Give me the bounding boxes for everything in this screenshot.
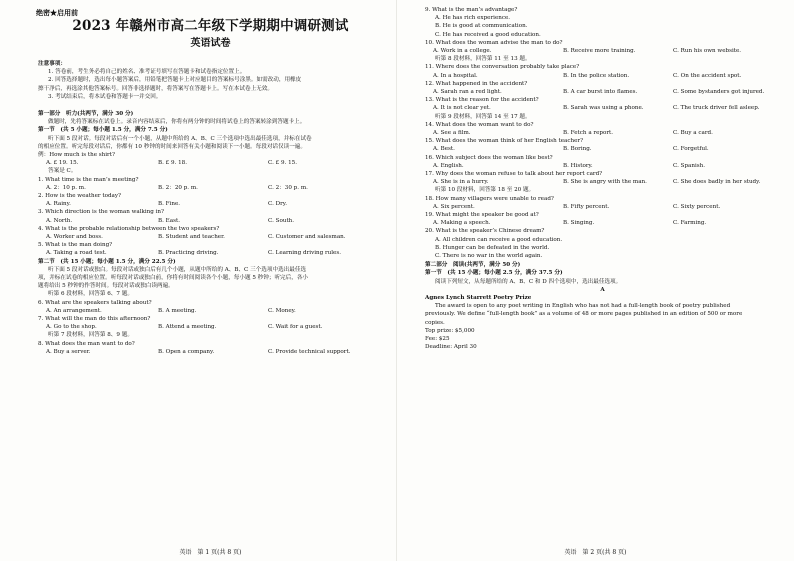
option-a: A. All children can receive a good education. [435, 236, 563, 243]
question-text: 6. What are the speakers talking about? [38, 299, 152, 306]
question-text: 14. What does the woman want to do? [425, 121, 534, 128]
option-a: A. Six percent. [433, 203, 475, 210]
question [425, 6, 780, 39]
option-a: A. She is in a hurry. [433, 179, 489, 186]
option-a: A. Best. [433, 146, 455, 153]
question [425, 227, 780, 260]
question [425, 80, 780, 96]
option-c: C. Dry. [268, 201, 287, 208]
option-a: A. Taking a road test. [46, 250, 107, 257]
part2-intro: 阅读下列短文，从每题所给的 A、B、C 和 D 四个选项中，选出最佳选项。 [435, 278, 622, 285]
note-item: 擦干净后，再选涂其他答案标号。回答非选择题时，将答案写在答题卡上。写在本试卷上无效。 [38, 85, 273, 92]
option-c: C. South. [268, 217, 295, 224]
note-item: 3. 考试结束后，将本试卷和答题卡一并交回。 [48, 93, 162, 100]
option-a: A. Making a speech. [433, 220, 491, 227]
option-a: A. It is not clear yet. [433, 105, 491, 112]
option-b: B. 2：20 p. m. [158, 184, 198, 191]
question-options [425, 104, 780, 112]
option-b: B. History. [563, 162, 593, 169]
question [38, 299, 383, 315]
material-note: 听第 7 段材料，回答第 8、9 题。 [48, 332, 133, 339]
question [38, 192, 383, 208]
question [38, 208, 383, 224]
question-text: 20. What is the speaker’s Chinese dream? [425, 228, 545, 235]
option-c: C. Farming. [673, 220, 707, 227]
note-item: 2. 回答选择题时，选出每小题答案后，用铅笔把答题卡上对应题目的答案标号涂黑。如需改动，用橡皮 [48, 77, 302, 84]
option-c: C. Money. [268, 307, 296, 314]
option-b: B. Boring. [563, 146, 592, 153]
option-c: C. There is no war in the world again. [435, 252, 543, 259]
example-options [38, 159, 383, 167]
question [425, 211, 780, 227]
question [38, 315, 383, 331]
note-item: 1. 答卷前，考生务必将自己的姓名、准考证号填写在答题卡和试卷指定位置上。 [48, 69, 246, 76]
question-text: 15. What does the woman think of her English teacher? [425, 138, 584, 145]
passage-line: copies. [425, 319, 445, 326]
page-footer: 英语 第 1 页(共 8 页) [179, 548, 242, 556]
option-c: C. On the accident spot. [673, 72, 742, 79]
option-a: A. An arrangement. [46, 307, 102, 314]
option-a: A. Work in a college. [433, 48, 492, 55]
section1-intro: 的相应位置。听完每段对话后，你都有 10 秒钟的时间来回答有关小题和阅读下一小题。每段对话仅读一遍。 [38, 143, 306, 150]
option-c: C. Learning driving rules. [268, 250, 342, 257]
option-b: B. Attend a meeting. [158, 324, 217, 331]
option-a: A. In a hospital. [433, 72, 478, 79]
option-b: B. Fetch a report. [563, 129, 614, 136]
material-note: 听第 9 段材料，回答第 14 至 17 题。 [435, 113, 531, 120]
section1-heading: 第一节 (共 5 小题；每小题 1.5 分，满分 7.5 分) [38, 127, 168, 134]
section2-intro: 项，并标在试卷的相应位置。听每段对话或独白前，你将有时间阅读各个小题，每小题 5 秒钟；听完后，各小 [38, 274, 309, 281]
material-note: 听第 8 段材料，回答第 11 至 13 题。 [435, 56, 531, 63]
secret-mark: 绝密★启用前 [36, 8, 78, 17]
option-c: C. Spanish. [673, 162, 706, 169]
question-text: 3. Which direction is the woman walking in? [38, 209, 165, 216]
question-options [38, 217, 383, 225]
question-text: 2. How is the weather today? [38, 193, 122, 200]
example-question: 例：How much is the shirt? [38, 152, 115, 159]
option-a: A. Rainy. [46, 201, 71, 208]
question-text: 7. What will the man do this afternoon? [38, 315, 151, 322]
question-text: 9. What is the man’s advantage? [425, 7, 518, 13]
question-options [425, 178, 780, 186]
option-b: B. Receive more training. [563, 48, 636, 55]
question-options [38, 323, 383, 331]
option-b: B. In the police station. [563, 72, 630, 79]
question [38, 225, 383, 241]
option-c: C. He has received a good education. [435, 31, 541, 38]
option-a: A. North. [46, 217, 73, 224]
question-options [425, 129, 780, 137]
exam-subtitle: 英语试卷 [190, 38, 231, 49]
question-options [425, 47, 780, 55]
exam-title: 2023 年赣州市高二年级下学期期中调研测试 [72, 18, 349, 34]
question-options [425, 162, 780, 170]
question-options [425, 203, 780, 211]
question [38, 176, 383, 192]
question-text: 4. What is the probable relationship between the two speakers? [38, 225, 220, 232]
question-text: 19. What might the speaker be good at? [425, 211, 539, 218]
option-b: B. A car burst into flames. [563, 89, 638, 95]
question-options [38, 307, 383, 315]
section2-heading: 第二节 (共 15 小题；每小题 1.5 分，满分 22.5 分) [38, 258, 176, 265]
option-b: B. Student and teacher. [158, 234, 225, 240]
part2-heading: 第二部分 阅读(共两节，满分 50 分) [425, 262, 521, 269]
option-b: B. £ 9. 18. [158, 160, 188, 167]
option-c: C. Customer and salesman. [268, 234, 346, 240]
option-b: B. East. [158, 217, 180, 224]
option-b: B. Fine. [158, 201, 181, 208]
top-prize: Top prize: $5,000 [425, 327, 475, 334]
question [425, 195, 780, 211]
option-a: A. See a film. [433, 129, 471, 136]
option-b: B. She is angry with the man. [563, 179, 647, 186]
question-text: 16. Which subject does the woman like best? [425, 154, 553, 161]
option-c: C. Some bystanders got injured. [673, 89, 765, 95]
option-c: C. She does badly in her study. [673, 179, 761, 186]
option-c: C. Wait for a guest. [268, 324, 323, 331]
option-b: B. He is good at communication. [435, 23, 528, 30]
passage-line: previously. We define “full-length book” as a volume of 48 or more pages published in an edition of 500 or more [425, 311, 743, 318]
option-b: B. Open a company. [158, 348, 215, 355]
page-footer: 英语 第 2 页(共 8 页) [564, 548, 627, 556]
question [425, 137, 780, 153]
option-b: B. Hunger can be defeated in the world. [435, 244, 550, 251]
section1-intro: 听下面 5 段对话。每段对话后有一个小题，从题中所给的 A、B、C 三个选项中选出最佳选项，并标在试卷 [48, 135, 312, 142]
question-text: 5. What is the man doing? [38, 242, 113, 249]
material-note: 听第 10 段材料，回答第 18 至 20 题。 [435, 187, 535, 194]
question-options [425, 72, 780, 80]
question [38, 241, 383, 257]
option-b: B. Fifty percent. [563, 203, 610, 210]
question-options [38, 200, 383, 208]
question [425, 63, 780, 79]
option-a: A. Go to the shop. [46, 324, 97, 331]
question-text: 10. What does the woman advise the man to do? [425, 39, 563, 46]
option-b: B. Practicing driving. [158, 250, 219, 257]
question-text: 17. Why does the woman refuse to talk about her report card? [425, 170, 603, 177]
question-options [425, 88, 780, 96]
question [425, 170, 780, 186]
question [38, 340, 383, 356]
option-c: C. Sixty percent. [673, 203, 721, 210]
example-answer: 答案是 C。 [48, 168, 77, 175]
option-c: C. The truck driver fell asleep. [673, 105, 760, 112]
material-note: 听第 6 段材料，回答第 6、7 题。 [48, 291, 133, 298]
question [425, 39, 780, 55]
option-a: A. £ 19. 15. [46, 160, 79, 167]
option-a: A. He has rich experience. [435, 15, 511, 22]
passage-line: The award is open to any poet writing in English who has not had a full-length book of poetry published [435, 303, 731, 310]
option-b: B. Singing. [563, 220, 595, 227]
option-c: C. £ 9. 15. [268, 160, 297, 167]
fee: Fee: $25 [425, 335, 450, 342]
notes-heading: 注意事项： [38, 61, 66, 67]
deadline: Deadline: April 30 [425, 344, 477, 351]
question-text: 8. What does the man want to do? [38, 340, 135, 347]
passage-letter: A [600, 286, 605, 293]
option-b: B. Sarah was using a phone. [563, 105, 644, 112]
question-options [38, 348, 383, 356]
question [425, 154, 780, 170]
option-c: C. 2：30 p. m. [268, 184, 308, 191]
option-c: C. Forgetful. [673, 146, 709, 153]
question-options [38, 184, 383, 192]
part1-heading: 第一部分 听力(共两节，满分 30 分) [38, 111, 134, 118]
passage-title: Agnes Lynch Starrett Poetry Prize [425, 294, 532, 301]
question-options [38, 249, 383, 257]
question-text: 1. What time is the man’s meeting? [38, 176, 139, 183]
option-a: A. Buy a server. [46, 348, 91, 355]
option-b: B. A meeting. [158, 307, 197, 314]
option-c: C. Run his own website. [673, 48, 742, 55]
question-options [425, 145, 780, 153]
part2-section-heading: 第一节 (共 15 小题；每小题 2.5 分，满分 37.5 分) [425, 270, 563, 277]
question-text: 18. How many villagers were unable to read? [425, 195, 554, 202]
option-a: A. English. [433, 162, 464, 169]
section2-intro: 听下面 5 段对话或独白。每段对话或独白后有几个小题，从题中所给的 A、B、C 三个选项中选出最佳选 [48, 266, 307, 273]
part1-intro: 做题时，先将答案标在试卷上。录音内容结束后，你将有两分钟的时间将试卷上的答案转涂到答题卡上。 [48, 119, 306, 126]
question-text: 11. Where does the conversation probably take place? [425, 64, 580, 71]
question-options [425, 219, 780, 227]
question-text: 13. What is the reason for the accident? [425, 97, 539, 104]
question [425, 121, 780, 137]
option-a: A. 2：10 p. m. [46, 184, 86, 191]
option-c: C. Buy a card. [673, 129, 713, 136]
question-text: 12. What happened in the accident? [425, 80, 528, 87]
option-a: A. Worker and boss. [46, 234, 103, 240]
option-a: A. Sarah ran a red light. [433, 89, 502, 95]
question-options [38, 233, 383, 241]
section2-intro: 题将给出 5 秒钟的作答时间。每段对话或独白读两遍。 [38, 283, 174, 290]
question [425, 96, 780, 112]
page-2 [397, 0, 794, 561]
option-c: C. Provide technical support. [268, 348, 351, 355]
